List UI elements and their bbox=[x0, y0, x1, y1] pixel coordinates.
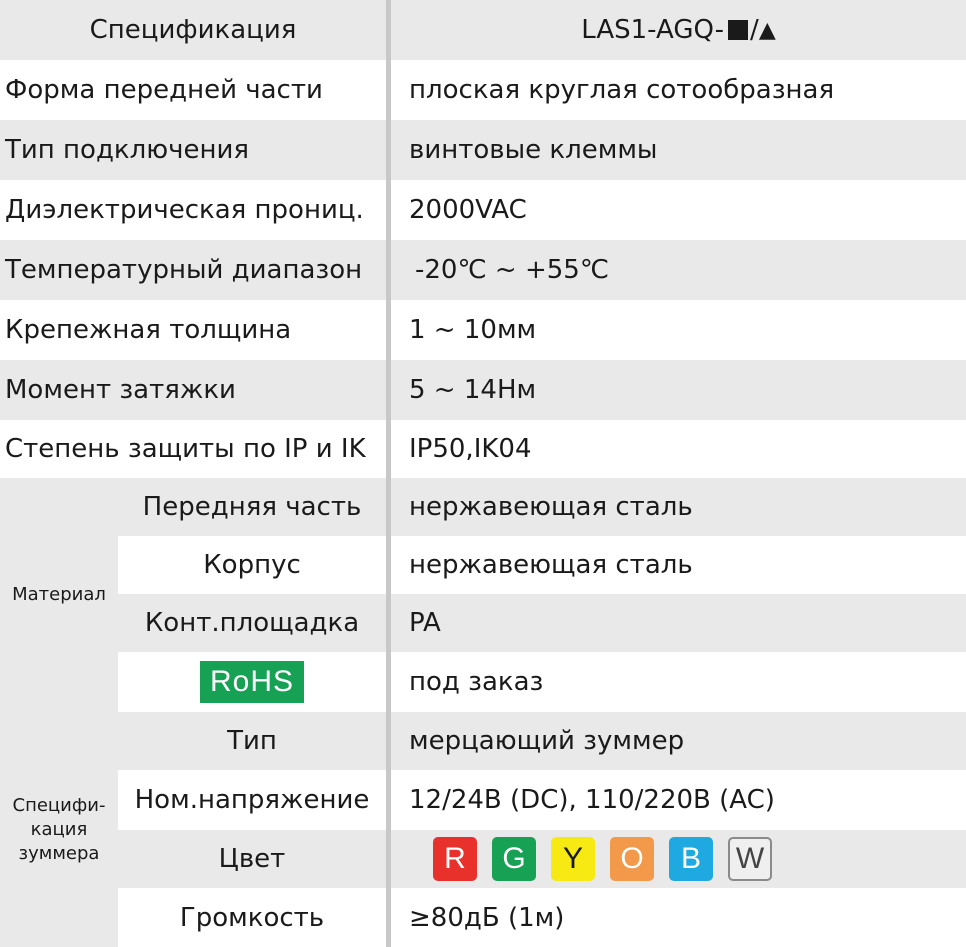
header-model bbox=[391, 0, 966, 60]
model-prefix: LAS1-AGQ- bbox=[581, 15, 725, 45]
buzzer-label-voltage: Ном.напряжение bbox=[118, 770, 386, 830]
material-label-front: Передняя часть bbox=[118, 478, 386, 536]
row-value-dielectric: 2000VAC bbox=[391, 180, 966, 240]
buzzer-group-label-line-1: Специфи- bbox=[12, 794, 106, 816]
row-label-temperature: Температурный диапазон bbox=[0, 240, 386, 300]
buzzer-group-label-line-3: зуммера bbox=[18, 842, 100, 864]
triangle-icon: ▲ bbox=[758, 17, 776, 43]
material-label-rohs bbox=[118, 652, 386, 712]
buzzer-value-volume: ≥80дБ (1м) bbox=[391, 888, 966, 947]
row-value-protection: IP50,IK04 bbox=[391, 420, 966, 478]
buzzer-label-type: Тип bbox=[118, 712, 386, 770]
buzzer-label-volume: Громкость bbox=[118, 888, 386, 947]
buzzer-group-label-line-2: кация bbox=[30, 818, 88, 840]
color-swatch-orange: O bbox=[610, 837, 654, 881]
material-value-rohs: под заказ bbox=[391, 652, 966, 712]
row-label-mount-thickness: Крепежная толщина bbox=[0, 300, 386, 360]
color-swatch-red: R bbox=[433, 837, 477, 881]
row-label-connection: Тип подключения bbox=[0, 120, 386, 180]
row-value-mount-thickness: 1 ~ 10мм bbox=[391, 300, 966, 360]
row-label-torque: Момент затяжки bbox=[0, 360, 386, 420]
row-label-dielectric: Диэлектрическая прониц. bbox=[0, 180, 386, 240]
row-value-front-shape: плоская круглая сотообразная bbox=[391, 60, 966, 120]
material-value-body: нержавеющая сталь bbox=[391, 536, 966, 594]
rohs-badge: RoHS bbox=[200, 661, 304, 703]
color-swatch-blue: B bbox=[669, 837, 713, 881]
square-icon bbox=[728, 20, 748, 40]
row-label-protection: Степень защиты по IP и IK bbox=[0, 420, 386, 478]
buzzer-value-voltage: 12/24В (DC), 110/220В (AC) bbox=[391, 770, 966, 830]
row-label-front-shape: Форма передней части bbox=[0, 60, 386, 120]
row-value-torque: 5 ~ 14Нм bbox=[391, 360, 966, 420]
color-swatch-yellow: Y bbox=[551, 837, 595, 881]
buzzer-group-label bbox=[0, 712, 118, 947]
material-value-contact: PA bbox=[391, 594, 966, 652]
material-label-contact: Конт.площадка bbox=[118, 594, 386, 652]
material-label-body: Корпус bbox=[118, 536, 386, 594]
buzzer-value-color bbox=[391, 830, 966, 888]
row-value-temperature: -20℃ ~ +55℃ bbox=[391, 240, 966, 300]
header-spec-label: Спецификация bbox=[0, 0, 386, 60]
color-swatch-white: W bbox=[728, 837, 772, 881]
column-divider bbox=[386, 0, 391, 947]
color-swatch-green: G bbox=[492, 837, 536, 881]
row-value-connection: винтовые клеммы bbox=[391, 120, 966, 180]
material-value-front: нержавеющая сталь bbox=[391, 478, 966, 536]
model-separator: / bbox=[750, 15, 759, 45]
buzzer-label-color: Цвет bbox=[118, 830, 386, 888]
material-group-label: Материал bbox=[0, 478, 118, 712]
buzzer-value-type: мерцающий зуммер bbox=[391, 712, 966, 770]
